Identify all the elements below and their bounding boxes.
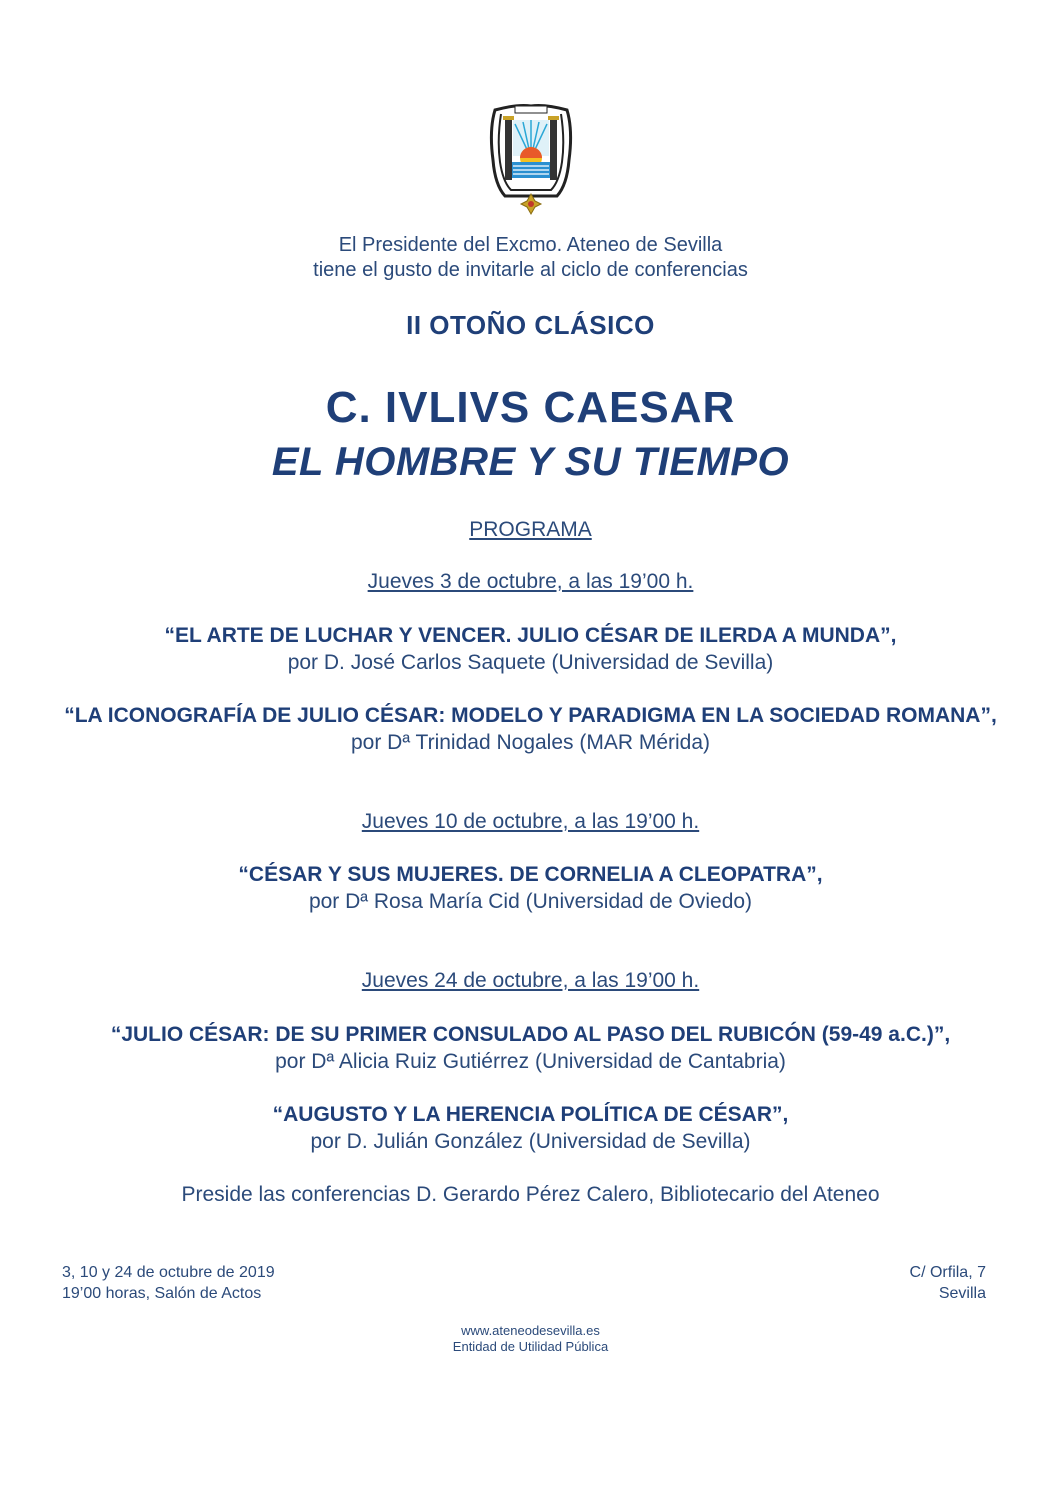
talk-speaker: por D. José Carlos Saquete (Universidad de Sevilla) [287,651,774,674]
cycle-title: II OTOÑO CLÁSICO [406,310,655,340]
footer-city: Sevilla [938,1285,986,1302]
website-link[interactable]: www.ateneodesevilla.es [461,1323,600,1338]
talk-title: “JULIO CÉSAR: DE SU PRIMER CONSULADO AL PASO DEL RUBICÓN (59-49 a.C.)”, [110,1023,951,1046]
program-label: PROGRAMA [469,518,592,541]
talk-title: “CÉSAR Y SUS MUJERES. DE CORNELIA A CLEOPATRA”, [238,863,823,886]
session-date: Jueves 24 de octubre, a las 19’00 h. [361,969,700,992]
talk-title: “EL ARTE DE LUCHAR Y VENCER. JULIO CÉSAR DE ILERDA A MUNDA”, [164,624,897,647]
talk-speaker: por Dª Trinidad Nogales (MAR Mérida) [350,731,711,754]
talk-title: “AUGUSTO Y LA HERENCIA POLÍTICA DE CÉSAR”, [272,1103,789,1126]
talk-speaker: por D. Julián González (Universidad de Sevilla) [310,1130,751,1153]
session-date: Jueves 10 de octubre, a las 19’00 h. [361,810,700,833]
intro-line-1: El Presidente del Excmo. Ateneo de Sevilla [338,234,723,256]
session-date: Jueves 3 de octubre, a las 19’00 h. [367,570,694,593]
ateneo-crest-icon [485,100,577,220]
presides-note: Preside las conferencias D. Gerardo Pérez Calero, Bibliotecario del Ateneo [181,1183,880,1206]
footer-time-place: 19’00 horas, Salón de Actos [62,1285,262,1302]
footer-center [0,1323,1061,1355]
entity-label: Entidad de Utilidad Pública [452,1339,609,1354]
footer-right [910,1262,986,1304]
intro-line-2: tiene el gusto de invitarle al ciclo de conferencias [313,259,748,281]
footer-address: C/ Orfila, 7 [909,1264,986,1281]
footer-left [62,1262,275,1304]
talk-speaker: por Dª Rosa María Cid (Universidad de Oviedo) [308,890,753,913]
talk-speaker: por Dª Alicia Ruiz Gutiérrez (Universidad de Cantabria) [275,1050,786,1073]
main-subtitle: EL HOMBRE Y SU TIEMPO [271,440,790,484]
main-title: C. IVLIVS CAESAR [325,383,736,432]
talk-title: “LA ICONOGRAFÍA DE JULIO CÉSAR: MODELO Y PARADIGMA EN LA SOCIEDAD ROMANA”, [64,704,997,727]
footer-dates: 3, 10 y 24 de octubre de 2019 [62,1264,275,1281]
